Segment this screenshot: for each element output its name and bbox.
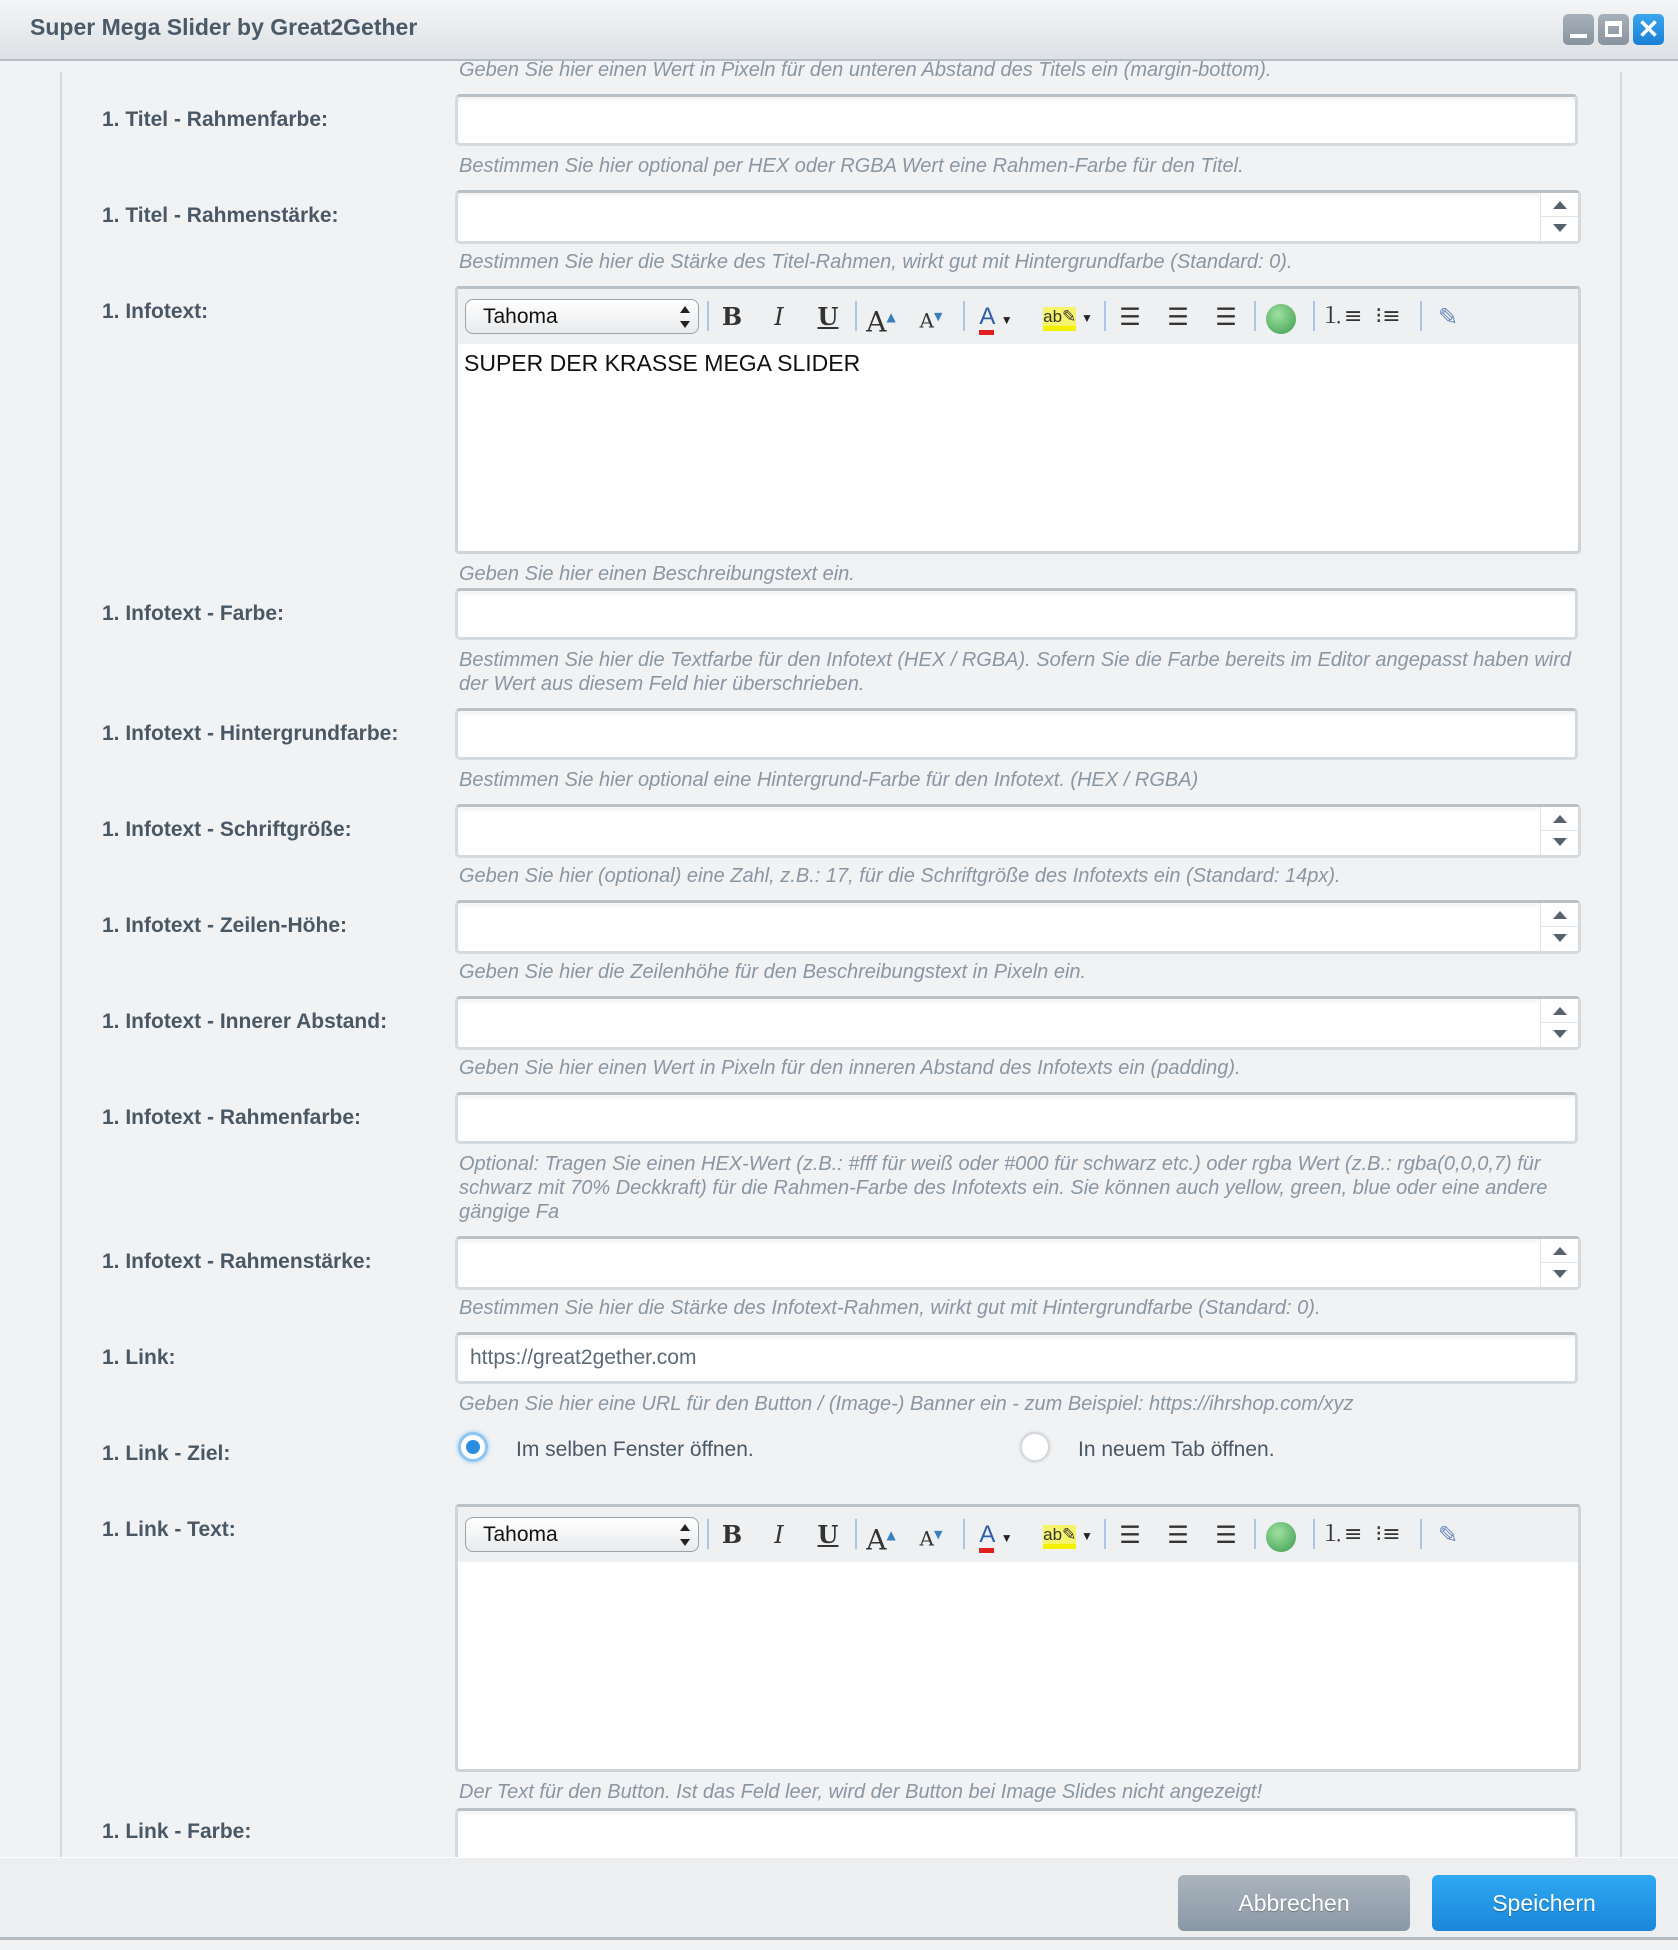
toolbar-separator (707, 301, 709, 331)
align-right-button[interactable]: ☰ (1215, 1521, 1237, 1549)
bold-button[interactable]: B (721, 302, 743, 331)
toolbar-separator (1254, 301, 1256, 331)
help-text: Bestimmen Sie hier die Stärke des Infotext-Rahmen, wirkt gut mit Hintergrundfarbe (Standard: 0). (459, 1297, 1321, 1319)
highlight-color-button[interactable]: ab✎ ▼ (1040, 1517, 1096, 1553)
decrement-button[interactable] (1541, 831, 1579, 855)
updown-arrow-icon (680, 1524, 690, 1546)
number-input[interactable] (458, 903, 1578, 951)
link-url-input[interactable] (455, 1332, 1578, 1384)
help-text: Bestimmen Sie hier optional eine Hintergrund-Farbe für den Infotext. (HEX / RGBA) (459, 769, 1199, 791)
field-label: 1. Link - Ziel: (102, 1442, 231, 1465)
text-color-button[interactable]: A ▼ (970, 299, 1022, 335)
font-select-value: Tahoma (483, 305, 558, 328)
titel-rahmenfarbe-input[interactable] (455, 94, 1578, 146)
editor-toolbar (458, 289, 1578, 344)
decrement-button[interactable] (1541, 1263, 1579, 1287)
text-input[interactable] (458, 1335, 1575, 1381)
underline-button[interactable]: U (817, 302, 839, 331)
align-left-button[interactable]: ☰ (1119, 1521, 1141, 1549)
decrement-button[interactable] (1541, 1023, 1579, 1047)
align-center-button[interactable]: ☰ (1167, 303, 1189, 331)
help-text: Geben Sie hier einen Wert in Pixeln für den inneren Abstand des Infotexts ein (padding). (459, 1057, 1241, 1079)
field-label: 1. Infotext - Schriftgröße: (102, 818, 352, 841)
infotext-content[interactable]: SUPER DER KRASSE MEGA SLIDER (464, 350, 861, 376)
globe-link-icon (1266, 1522, 1296, 1552)
decrement-button[interactable] (1541, 217, 1579, 241)
toolbar-separator (963, 1519, 965, 1549)
help-text: Der Text für den Button. Ist das Feld leer, wird der Button bei Image Slides nicht angezeigt! (459, 1781, 1263, 1803)
divider (60, 72, 62, 1857)
field-label: 1. Infotext - Innerer Abstand: (102, 1010, 388, 1033)
help-text: Bestimmen Sie hier die Stärke des Titel-Rahmen, wirkt gut mit Hintergrundfarbe (Standard: 0). (459, 251, 1293, 273)
help-text: Bestimmen Sie hier optional per HEX oder RGBA Wert eine Rahmen-Farbe für den Titel. (459, 155, 1244, 177)
ordered-list-button[interactable]: ⒈≡ (1322, 1522, 1363, 1547)
close-icon: ✕ (1637, 14, 1660, 44)
field-label: 1. Link - Farbe: (102, 1820, 252, 1843)
divider (1620, 72, 1622, 1857)
unordered-list-button[interactable]: ⁝≡ (1375, 304, 1401, 329)
text-input[interactable] (458, 97, 1575, 143)
align-left-button[interactable]: ☰ (1119, 303, 1141, 331)
unordered-list-button[interactable]: ⁝≡ (1375, 1522, 1401, 1547)
toolbar-separator (963, 301, 965, 331)
font-size-increase-button[interactable]: A▲ (866, 305, 896, 339)
field-label: 1. Link - Text: (102, 1518, 236, 1541)
field-label: 1. Infotext: (102, 300, 209, 323)
toolbar-separator (1104, 1519, 1106, 1549)
insert-link-button[interactable] (1263, 299, 1299, 335)
bold-button[interactable]: B (721, 1520, 743, 1549)
highlight-color-button[interactable]: ab✎ ▼ (1040, 299, 1096, 335)
italic-button[interactable]: I (774, 303, 784, 331)
field-label: 1. Infotext - Hintergrundfarbe: (102, 722, 399, 745)
increment-button[interactable] (1541, 1239, 1579, 1263)
help-text: Geben Sie hier die Zeilenhöhe für den Beschreibungstext in Pixeln ein. (459, 961, 1087, 983)
underline-button[interactable]: U (817, 1520, 839, 1549)
number-input[interactable] (458, 807, 1578, 855)
field-label: 1. Infotext - Rahmenfarbe: (102, 1106, 362, 1129)
field-label: 1. Titel - Rahmenstärke: (102, 204, 339, 227)
close-button[interactable] (1633, 14, 1664, 45)
help-text: Optional: Tragen Sie einen HEX-Wert (z.B.: #fff für weiß oder #000 für schwarz etc.) oder rgba Wert (z.B.: rgba(0,0,0,7) für schwarz mit 70% Deckkraft) für die Rahmen-Farbe des Infotexts ein. Sie können auch yellow, green, blue oder eine andere gängige Fa (459, 1153, 1548, 1223)
infotext-hintergrundfarbe-input[interactable] (455, 708, 1578, 760)
font-select-value: Tahoma (483, 1523, 558, 1546)
toolbar-separator (1420, 301, 1422, 331)
toolbar-separator (1313, 301, 1315, 331)
font-select[interactable] (465, 1517, 699, 1552)
editor-toolbar (458, 1507, 1578, 1562)
help-text: Geben Sie hier (optional) eine Zahl, z.B.: 17, für die Schriftgröße des Infotexts ein (Standard: 14px). (459, 865, 1341, 887)
text-input[interactable] (458, 1095, 1575, 1141)
toolbar-separator (855, 1519, 857, 1549)
link-text-content[interactable] (458, 1562, 1578, 1574)
align-center-button[interactable]: ☰ (1167, 1521, 1189, 1549)
titel-rahmenstaerke-stepper[interactable] (455, 190, 1581, 244)
updown-arrow-icon (680, 306, 690, 328)
save-button[interactable]: Speichern (1432, 1875, 1656, 1931)
number-input[interactable] (458, 1239, 1578, 1287)
toolbar-separator (707, 1519, 709, 1549)
link-text-editor[interactable] (455, 1504, 1581, 1772)
ordered-list-button[interactable]: ⒈≡ (1322, 304, 1363, 329)
window-title: Super Mega Slider by Great2Gether (30, 14, 418, 40)
radio-label: In neuem Tab öffnen. (1078, 1438, 1275, 1461)
infotext-rahmenfarbe-input[interactable] (455, 1092, 1578, 1144)
radio-same-window[interactable] (458, 1432, 488, 1462)
text-input[interactable] (458, 591, 1575, 637)
font-size-decrease-button[interactable]: A▼ (919, 1526, 943, 1551)
infotext-farbe-input[interactable] (455, 588, 1578, 640)
toolbar-separator (855, 301, 857, 331)
field-label: 1. Titel - Rahmenfarbe: (102, 108, 328, 131)
cancel-button[interactable]: Abbrechen (1178, 1875, 1410, 1931)
source-edit-button[interactable]: ✎ (1437, 303, 1459, 331)
align-right-button[interactable]: ☰ (1215, 303, 1237, 331)
infotext-innerer-abstand-stepper[interactable] (455, 996, 1581, 1050)
toolbar-separator (1420, 1519, 1422, 1549)
source-edit-button[interactable]: ✎ (1437, 1521, 1459, 1549)
decrement-button[interactable] (1541, 927, 1579, 951)
minimize-button[interactable] (1563, 14, 1594, 45)
field-label: 1. Infotext - Rahmenstärke: (102, 1250, 372, 1273)
help-text: Geben Sie hier einen Beschreibungstext ein. (459, 563, 855, 585)
toolbar-separator (1104, 301, 1106, 331)
maximize-button[interactable] (1598, 14, 1629, 45)
minimize-icon (1570, 34, 1587, 38)
font-select[interactable] (465, 299, 699, 334)
help-text: Geben Sie hier eine URL für den Button / (Image-) Banner ein - zum Beispiel: https://ihrshop.com/xyz (459, 1393, 1354, 1415)
dialog-footer (0, 1857, 1678, 1940)
field-label: 1. Infotext - Farbe: (102, 602, 285, 625)
number-input[interactable] (458, 193, 1578, 241)
number-input[interactable] (458, 999, 1578, 1047)
text-color-button[interactable]: A ▼ (970, 1517, 1022, 1553)
italic-button[interactable]: I (774, 1521, 784, 1549)
increment-button[interactable] (1541, 903, 1579, 927)
increment-button[interactable] (1541, 807, 1579, 831)
help-text: Bestimmen Sie hier die Textfarbe für den Infotext (HEX / RGBA). Sofern Sie die Farbe bereits im Editor angepasst haben wird der Wert aus diesem Feld hier überschrieben. (459, 649, 1572, 695)
text-input[interactable] (458, 711, 1575, 757)
infotext-rahmenstaerke-stepper[interactable] (455, 1236, 1581, 1290)
insert-link-button[interactable] (1263, 1517, 1299, 1553)
field-label: 1. Infotext - Zeilen-Höhe: (102, 914, 348, 937)
increment-button[interactable] (1541, 193, 1579, 217)
toolbar-separator (1254, 1519, 1256, 1549)
form-scroll-area[interactable] (8, 59, 1670, 1857)
toolbar-separator (1313, 1519, 1315, 1549)
help-text: Geben Sie hier einen Wert in Pixeln für den unteren Abstand des Titels ein (margin-bottom). (459, 59, 1272, 81)
globe-link-icon (1266, 304, 1296, 334)
radio-new-tab[interactable] (1020, 1432, 1050, 1462)
radio-label: Im selben Fenster öffnen. (516, 1438, 754, 1461)
font-size-increase-button[interactable]: A▲ (866, 1523, 896, 1557)
field-label: 1. Link: (102, 1346, 176, 1369)
infotext-zeilenhoehe-stepper[interactable] (455, 900, 1581, 954)
titlebar[interactable] (0, 0, 1678, 61)
infotext-schriftgroesse-stepper[interactable] (455, 804, 1581, 858)
increment-button[interactable] (1541, 999, 1579, 1023)
font-size-decrease-button[interactable]: A▼ (919, 308, 943, 333)
infotext-editor[interactable] (455, 286, 1581, 554)
maximize-icon (1605, 21, 1622, 37)
